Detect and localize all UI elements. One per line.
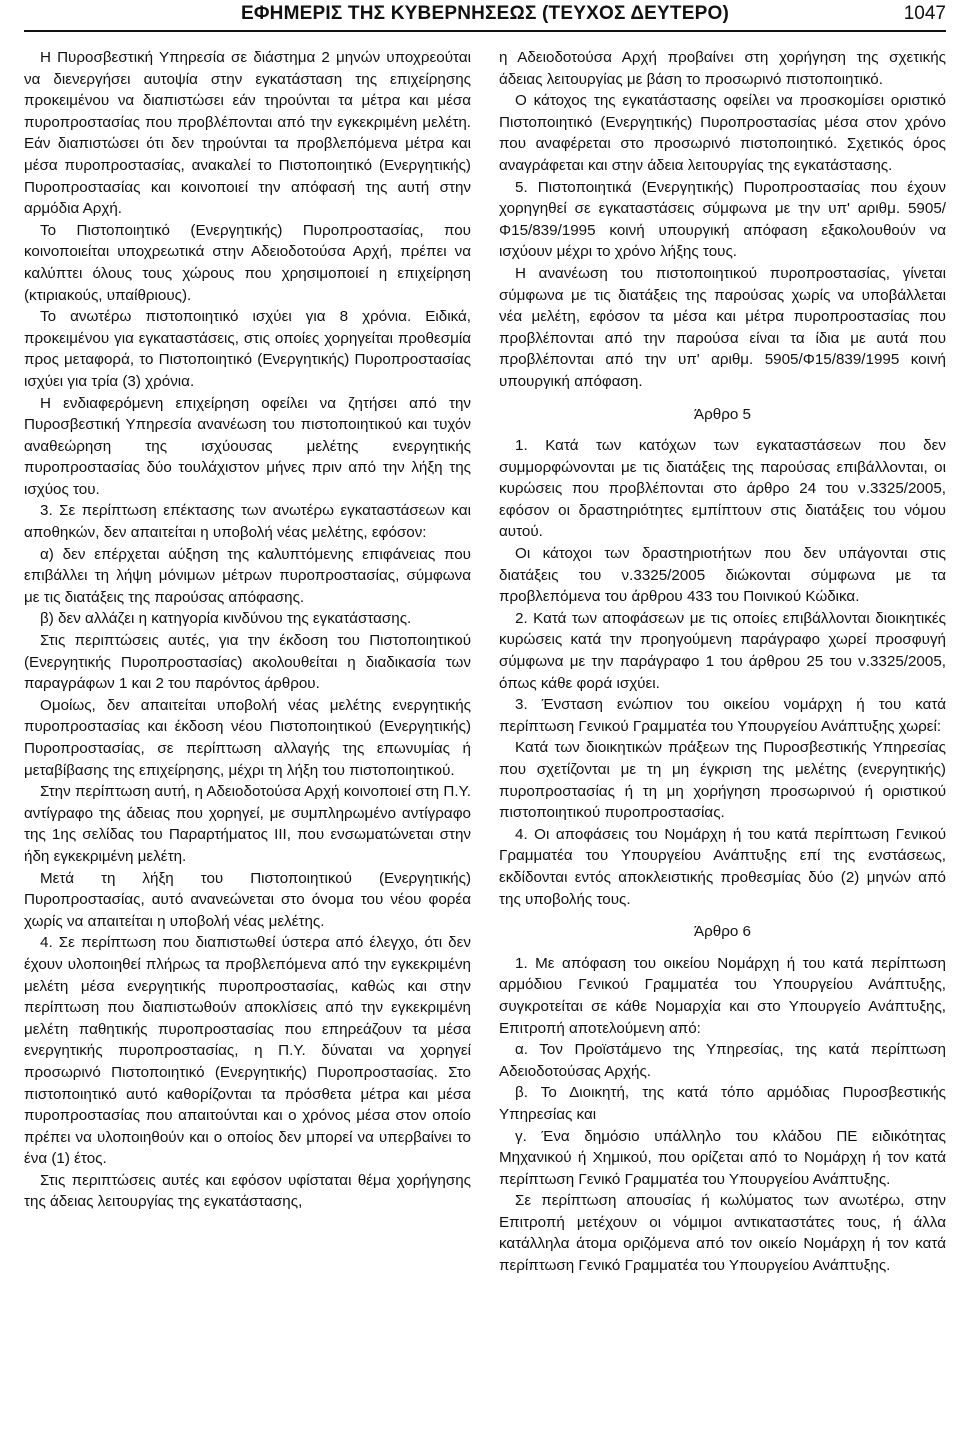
article-5-heading: Άρθρο 5	[694, 405, 751, 423]
paragraph: 1. Κατά των κατόχων των εγκαταστάσεων που δεν συμμορφώνονται με τις διατάξεις της παρούσας επιβάλλονται, οι κυρώσεις που προβλέπονται στο άρθρο 24 του ν.3325/2005, εφόσον οι δραστηριότητες εμπίπτουν στις διατάξεις του νόμου αυτού.	[499, 437, 946, 541]
paragraph: 3. Ένσταση ενώπιον του οικείου νομάρχη ή του κατά περίπτωση Γενικού Γραμματέα του Υπουργείου Ανάπτυξης χωρεί:	[499, 696, 946, 735]
gazette-title: ΕΦΗΜΕΡΙΣ ΤΗΣ ΚΥΒΕΡΝΗΣΕΩΣ (ΤΕΥΧΟΣ ΔΕΥΤΕΡΟ)	[241, 3, 729, 24]
paragraph: Η ανανέωση του πιστοποιητικού πυροπροστασίας, γίνεται σύμφωνα με τις διατάξεις της παρούσας χωρίς να υποβάλλεται νέα μελέτη, εφόσον τα μέσα και μέτρα πυροπροστασίας που προβλέπονται από την παρούσα είναι τα ίδια με αυτά που προβλέπονται από την υπ' αριθμ. 5905/Φ15/839/1995 κοινή υπουργική απόφαση.	[499, 264, 946, 390]
right-column	[499, 47, 946, 1277]
paragraph: 4. Οι αποφάσεις του Νομάρχη ή του κατά περίπτωση Γενικού Γραμματέα του Υπουργείου Ανάπτυξης επί της ενστάσεως, εκδίδονται εντός αποκλειστικής προθεσμίας δύο (2) μηνών από της υποβολής τους.	[499, 825, 946, 908]
paragraph: Στις περιπτώσεις αυτές, για την έκδοση του Πιστοποιητικού (Ενεργητικής Πυροπροστασίας) ακολουθείται η διαδικασία των παραγράφων 1 και 2 του παρόντος άρθρου.	[24, 632, 471, 693]
paragraph: η Αδειοδοτούσα Αρχή προβαίνει στη χορήγηση της σχετικής άδειας λειτουργίας με βάση το προσωρινό πιστοποιητικό.	[499, 49, 946, 88]
paragraph: β) δεν αλλάζει η κατηγορία κινδύνου της εγκατάστασης.	[40, 610, 412, 628]
paragraph: 3. Σε περίπτωση επέκτασης των ανωτέρω εγκαταστάσεων και αποθηκών, δεν απαιτείται η υποβολή νέας μελέτης, εφόσον:	[24, 502, 471, 542]
paragraph: α. Τον Προϊστάμενο της Υπηρεσίας, της κατά περίπτωση Αδειοδοτούσας Αρχής.	[499, 1041, 946, 1080]
paragraph: Η Πυροσβεστική Υπηρεσία σε διάστημα 2 μηνών υποχρεούται να διενεργήσει αυτοψία στην εγκατάσταση της επιχείρησης προκειμένου να διαπιστώσει εάν τηρούνται τα μέτρα και μέσα πυροπροστασίας που προβλέπονται από την εγκεκριμένη μελέτη. Εάν διαπιστώσει ότι δεν τηρούνται τα προβλεπόμενα μέτρα και μέσα πυροπροστασίας, ανακαλεί το Πιστοποιητικό (Ενεργητικής) Πυροπροστασίας και κοινοποιεί την απόφασή της αυτή στην αρμόδια Αρχή.	[24, 49, 471, 218]
paragraph: γ. Ένα δημόσιο υπάλληλο του κλάδου ΠΕ ειδικότητας Μηχανικού ή Χημικού, που ορίζεται από το Νομάρχη ή τον κατά περίπτωση Γενικό Γραμματέα του Υπουργείου Ανάπτυξης.	[499, 1127, 946, 1188]
text-columns	[24, 47, 946, 1277]
paragraph: Στις περιπτώσεις αυτές και εφόσον υφίσταται θέμα χορήγησης της άδειας λειτουργίας της εγκατάστασης,	[24, 1171, 471, 1211]
paragraph: Μετά τη λήξη του Πιστοποιητικού (Ενεργητικής) Πυροπροστασίας, αυτό ανανεώνεται στο όνομα του νέου φορέα χωρίς να απαιτείται η υποβολή νέας μελέτης.	[24, 869, 471, 930]
paragraph: Στην περίπτωση αυτή, η Αδειοδοτούσα Αρχή κοινοποιεί στη Π.Υ. αντίγραφο της άδειας που χορηγεί, με συμπληρωμένο αντίγραφο της 1ης σελίδας του Παραρτήματος ΙΙΙ, που ενσωματώνεται στην ήδη εγκεκριμένη μελέτη.	[24, 783, 471, 865]
paragraph: β. Το Διοικητή, της κατά τόπο αρμόδιας Πυροσβεστικής Υπηρεσίας και	[499, 1084, 946, 1123]
paragraph: α) δεν επέρχεται αύξηση της καλυπτόμενης επιφάνειας που επιβάλλει τη λήψη μόνιμων μέτρων πυροπροστασίας, σύμφωνα με τις διατάξεις της παρούσας απόφασης.	[24, 545, 471, 606]
page-number: 1047	[903, 3, 946, 24]
paragraph: Σε περίπτωση απουσίας ή κωλύματος των ανωτέρω, στην Επιτροπή μετέχουν οι νόμιμοι αντικαταστάτες τους, ή άλλα κατάλληλα άτομα οριζόμενα από τον οικείο Νομάρχη ή τον κατά περίπτωση Γενικό Γραμματέα του Υπουργείου Ανάπτυξης.	[499, 1192, 946, 1275]
paragraph: Ο κάτοχος της εγκατάστασης οφείλει να προσκομίσει οριστικό Πιστοποιητικό (Ενεργητικής) Πυροπροστασίας μέσα στον χρόνο που αναφέρεται στο προσωρινό πιστοποιητικό. Σχετικός όρος αναγράφεται και στην άδεια λειτουργίας της εγκατάστασης.	[499, 92, 946, 174]
paragraph: Κατά των διοικητικών πράξεων της Πυροσβεστικής Υπηρεσίας που σχετίζονται με τη μη έγκριση της μελέτης (ενεργητικής) πυροπροστασίας ή τη μη χορήγηση προσωρινού ή οριστικού πιστοποιητικού πυροπροστασίας.	[499, 739, 946, 822]
left-column	[24, 47, 471, 1277]
paragraph: 5. Πιστοποιητικά (Ενεργητικής) Πυροπροστασίας που έχουν χορηγηθεί σε εγκαταστάσεις σύμφωνα με την υπ' αριθμ. 5905/Φ15/839/1995 κοινή υπουργική απόφαση εξακολουθούν να ισχύουν μέχρι το χρόνο λήξης τους.	[499, 178, 946, 261]
paragraph: Η ενδιαφερόμενη επιχείρηση οφείλει να ζητήσει από την Πυροσβεστική Υπηρεσία ανανέωση του πιστοποιητικού και τυχόν αναθεώρηση της ισχύουσας μελέτης ενεργητικής πυροπροστασίας δύο τουλάχιστον μήνες πριν από την λήξη της ισχύος του.	[24, 394, 471, 498]
paragraph: Ομοίως, δεν απαιτείται υποβολή νέας μελέτης ενεργητικής πυροπροστασίας και έκδοση νέου Πιστοποιητικού (Ενεργητικής) Πυροπροστασίας, σε περίπτωση αλλαγής της επωνυμίας ή μεταβίβασης της επιχείρησης, μέχρι τη λήξη του πιστοποιητικού.	[24, 696, 471, 779]
paragraph: 4. Σε περίπτωση που διαπιστωθεί ύστερα από έλεγχο, ότι δεν έχουν υλοποιηθεί πλήρως τα προβλεπόμενα από την εγκεκριμένη μελέτη μέσα ενεργητικής πυροπροστασίας, καθώς και στην περίπτωση που διαπιστωθούν αποκλίσεις από την εγκεκριμένη μελέτη παθητικής πυροπροστασίας που επηρεάζουν τα μέσα ενεργητικής πυροπροστασίας, η Π.Υ. δύναται να χορηγεί προσωρινό Πιστοποιητικό (Ενεργητικής) Πυροπροστασίας. Στο πιστοποιητικό αυτό καθορίζονται τα πρόσθετα μέτρα και μέσα πυροπροστασίας που απαιτούνται και ο χρόνος μέσα στον οποίο πρέπει να υλοποιηθούν και ο οποίος δεν μπορεί να υπερβαίνει το ένα (1) έτος.	[24, 934, 471, 1168]
page-header	[24, 0, 946, 32]
paragraph: 1. Με απόφαση του οικείου Νομάρχη ή του κατά περίπτωση αρμόδιου Γενικού Γραμματέα του Υπουργείου Ανάπτυξης, συγκροτείται σε κάθε Νομαρχία και στο Υπουργείο Ανάπτυξης, Επιτροπή αποτελούμενη από:	[499, 954, 946, 1037]
article-6-heading: Άρθρο 6	[694, 923, 751, 941]
paragraph: Το Πιστοποιητικό (Ενεργητικής) Πυροπροστασίας, που κοινοποιείται υποχρεωτικά στην Αδειοδοτούσα Αρχή, πρέπει να καλύπτει όλους τους χώρους που χρησιμοποιεί η επιχείρηση (κτιριακούς, υπαίθριους).	[24, 221, 471, 304]
paragraph: Το ανωτέρω πιστοποιητικό ισχύει για 8 χρόνια. Ειδικά, προκειμένου για εγκαταστάσεις, στις οποίες χορηγείται προθεσμία προς μεταφορά, το Πιστοποιητικό (Ενεργητικής) Πυροπροστασίας ισχύει για τρία (3) χρόνια.	[24, 308, 471, 390]
paragraph: 2. Κατά των αποφάσεων με τις οποίες επιβάλλονται διοικητικές κυρώσεις κατά την προηγούμενη παράγραφο χωρεί προσφυγή σύμφωνα με την παράγραφο 1 του άρθρου 25 του ν.3325/2005, όπως κάθε φορά ισχύει.	[499, 609, 946, 692]
paragraph: Οι κάτοχοι των δραστηριοτήτων που δεν υπάγονται στις διατάξεις του ν.3325/2005 διώκονται σύμφωνα με τα προβλεπόμενα του άρθρου 433 του Ποινικού Κώδικα.	[499, 545, 946, 606]
